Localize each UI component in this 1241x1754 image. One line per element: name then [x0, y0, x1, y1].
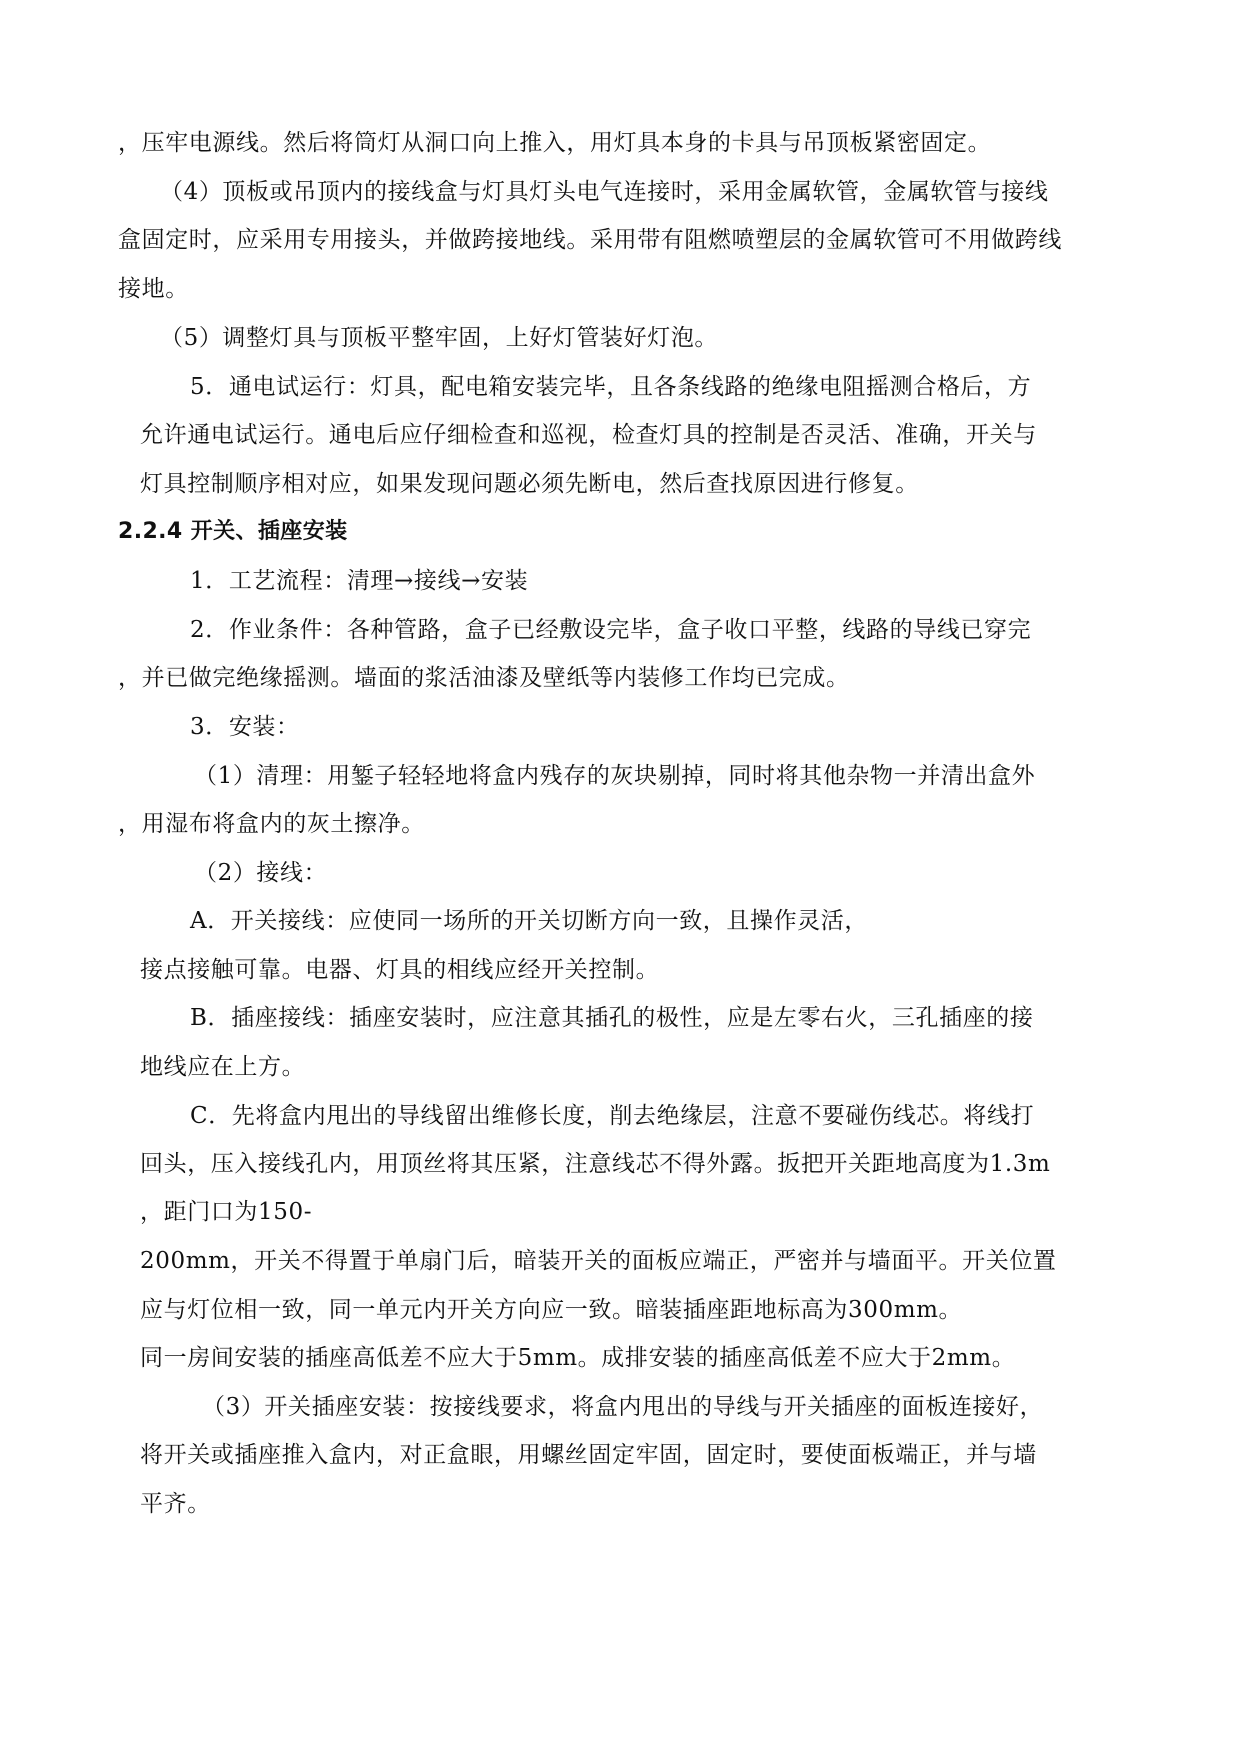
text-line: 允许通电试运行。通电后应仔细检查和巡视，检查灯具的控制是否灵活、准确，开关与 [140, 422, 1037, 448]
text-line: 接点接触可靠。电器、灯具的相线应经开关控制。 [140, 957, 660, 983]
text-line: 灯具控制顺序相对应，如果发现问题必须先断电，然后查找原因进行修复。 [140, 471, 919, 497]
text-line: 地线应在上方。 [140, 1054, 306, 1080]
text-line: 回头，压入接线孔内，用顶丝将其压紧，注意线芯不得外露。扳把开关距地高度为1.3m [140, 1151, 1051, 1177]
text-line: 3．安装： [190, 714, 300, 740]
text-line: 将开关或插座推入盒内，对正盒眼，用螺丝固定牢固，固定时，要使面板端正，并与墙 [140, 1442, 1037, 1468]
text-line: 2．作业条件：各种管路，盒子已经敷设完毕，盒子收口平整，线路的导线已穿完 [190, 617, 1032, 643]
text-line: （5）调整灯具与顶板平整牢固，上好灯管装好灯泡。 [160, 325, 719, 351]
text-line: 平齐。 [140, 1491, 211, 1517]
text-line: （1）清理：用錾子轻轻地将盒内残存的灰块剔掉，同时将其他杂物一并清出盒外 [194, 763, 1036, 789]
text-line: A．开关接线：应使同一场所的开关切断方向一致，且操作灵活， [190, 908, 869, 934]
section-heading: 2.2.4 开关、插座安装 [118, 519, 348, 544]
text-line: ，距门口为150- [140, 1199, 313, 1225]
text-line: B．插座接线：插座安装时，应注意其插孔的极性，应是左零右火，三孔插座的接 [190, 1005, 1034, 1031]
text-line: （3）开关插座安装：按接线要求，将盒内甩出的导线与开关插座的面板连接好， [202, 1394, 1044, 1420]
text-line: 盒固定时，应采用专用接头，并做跨接地线。采用带有阻燃喷塑层的金属软管可不用做跨线 [118, 227, 1062, 253]
text-line: 200mm，开关不得置于单扇门后，暗装开关的面板应端正，严密并与墙面平。开关位置 [140, 1248, 1057, 1274]
text-line: （2）接线： [194, 860, 328, 886]
text-line: 5．通电试运行：灯具，配电箱安装完毕，且各条线路的绝缘电阻摇测合格后，方 [190, 374, 1032, 400]
text-line: 1．工艺流程：清理→接线→安装 [190, 568, 529, 594]
text-line: 同一房间安装的插座高低差不应大于5mm。成排安装的插座高低差不应大于2mm。 [140, 1345, 1016, 1371]
text-line: （4）顶板或吊顶内的接线盒与灯具灯头电气连接时，采用金属软管，金属软管与接线 [160, 179, 1049, 205]
text-line: C．先将盒内甩出的导线留出维修长度，削去绝缘层，注意不要碰伤线芯。将线打 [190, 1103, 1035, 1129]
text-line: ，并已做完绝缘摇测。墙面的浆活油漆及壁纸等内装修工作均已完成。 [118, 665, 850, 691]
text-line: ，压牢电源线。然后将筒灯从洞口向上推入，用灯具本身的卡具与吊顶板紧密固定。 [118, 130, 992, 156]
text-line: 接地。 [118, 276, 189, 302]
text-line: ，用湿布将盒内的灰土擦净。 [118, 811, 425, 837]
text-line: 应与灯位相一致，同一单元内开关方向应一致。暗装插座距地标高为300mm。 [140, 1297, 963, 1323]
